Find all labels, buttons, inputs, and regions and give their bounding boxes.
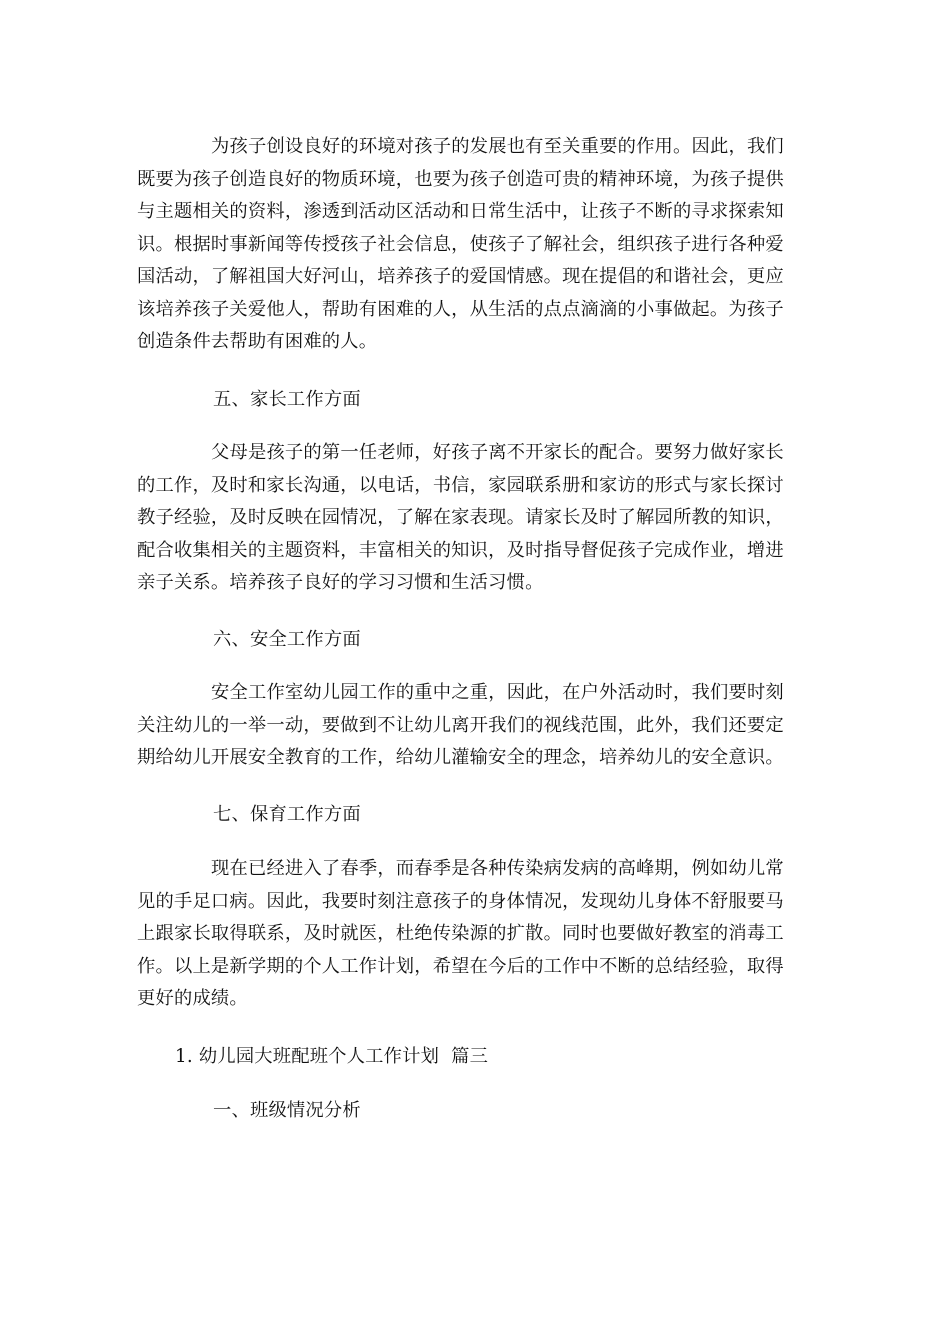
text-line: 作。以上是新学期的个人工作计划，希望在今后的工作中不断的总结经验，取得 [137,955,784,977]
text-line: 上跟家长取得联系，及时就医，杜绝传染源的扩散。同时也要做好教室的消毒工 [137,923,784,944]
text-line: 识。根据时事新闻等传授孩子社会信息，使孩子了解社会，组织孩子进行各种爱 [137,233,784,255]
text-line: 既要为孩子创造良好的物质环境，也要为孩子创造可贵的精神环境，为孩子提供 [137,168,784,190]
section-title: 1. 幼儿园大班配班个人工作计划 篇三 [175,1046,489,1067]
text-line: 期给幼儿开展安全教育的工作，给幼儿灌输安全的理念，培养幼儿的安全意识。 [137,747,784,768]
heading-class-analysis: 一、班级情况分析 [213,1100,361,1121]
text-line: 与主题相关的资料，渗透到活动区活动和日常生活中，让孩子不断的寻求探索知 [137,201,784,222]
text-line: 创造条件去帮助有困难的人。 [137,331,378,352]
heading-safety-work: 六、安全工作方面 [213,629,361,650]
text-line: 安全工作室幼儿园工作的重中之重，因此，在户外活动时，我们要时刻 [211,682,784,703]
paragraph-care-work [137,853,813,1016]
heading-parent-work: 五、家长工作方面 [213,389,361,410]
text-line: 见的手足口病。因此，我要时刻注意孩子的身体情况，发现幼儿身体不舒服要马 [137,890,784,912]
text-line: 更好的成绩。 [137,988,248,1009]
text-line: 为孩子创设良好的环境对孩子的发展也有至关重要的作用。因此，我们 [211,136,784,157]
text-line: 父母是孩子的第一任老师，好孩子离不开家长的配合。要努力做好家长 [211,442,784,463]
text-line: 现在已经进入了春季，而春季是各种传染病发病的高峰期，例如幼儿常 [211,858,784,879]
paragraph-parent-work [137,437,813,600]
text-line: 关注幼儿的一举一动，要做到不让幼儿离开我们的视线范围，此外，我们还要定 [137,714,784,736]
text-line: 教子经验，及时反映在园情况，了解在家表现。请家长及时了解园所教的知识， [137,507,784,528]
text-line: 的工作，及时和家长沟通，以电话，书信，家园联系册和家访的形式与家长探讨 [137,474,784,496]
paragraph-environment [137,131,813,359]
heading-care-work: 七、保育工作方面 [213,804,361,825]
text-line: 亲子关系。培养孩子良好的学习习惯和生活习惯。 [137,572,544,593]
text-line: 配合收集相关的主题资料，丰富相关的知识，及时指导督促孩子完成作业，增进 [137,539,784,561]
text-line: 国活动，了解祖国大好河山，培养孩子的爱国情感。现在提倡的和谐社会，更应 [137,266,784,287]
text-line: 该培养孩子关爱他人，帮助有困难的人，从生活的点点滴滴的小事做起。为孩子 [137,298,784,320]
paragraph-safety-work [137,677,813,775]
